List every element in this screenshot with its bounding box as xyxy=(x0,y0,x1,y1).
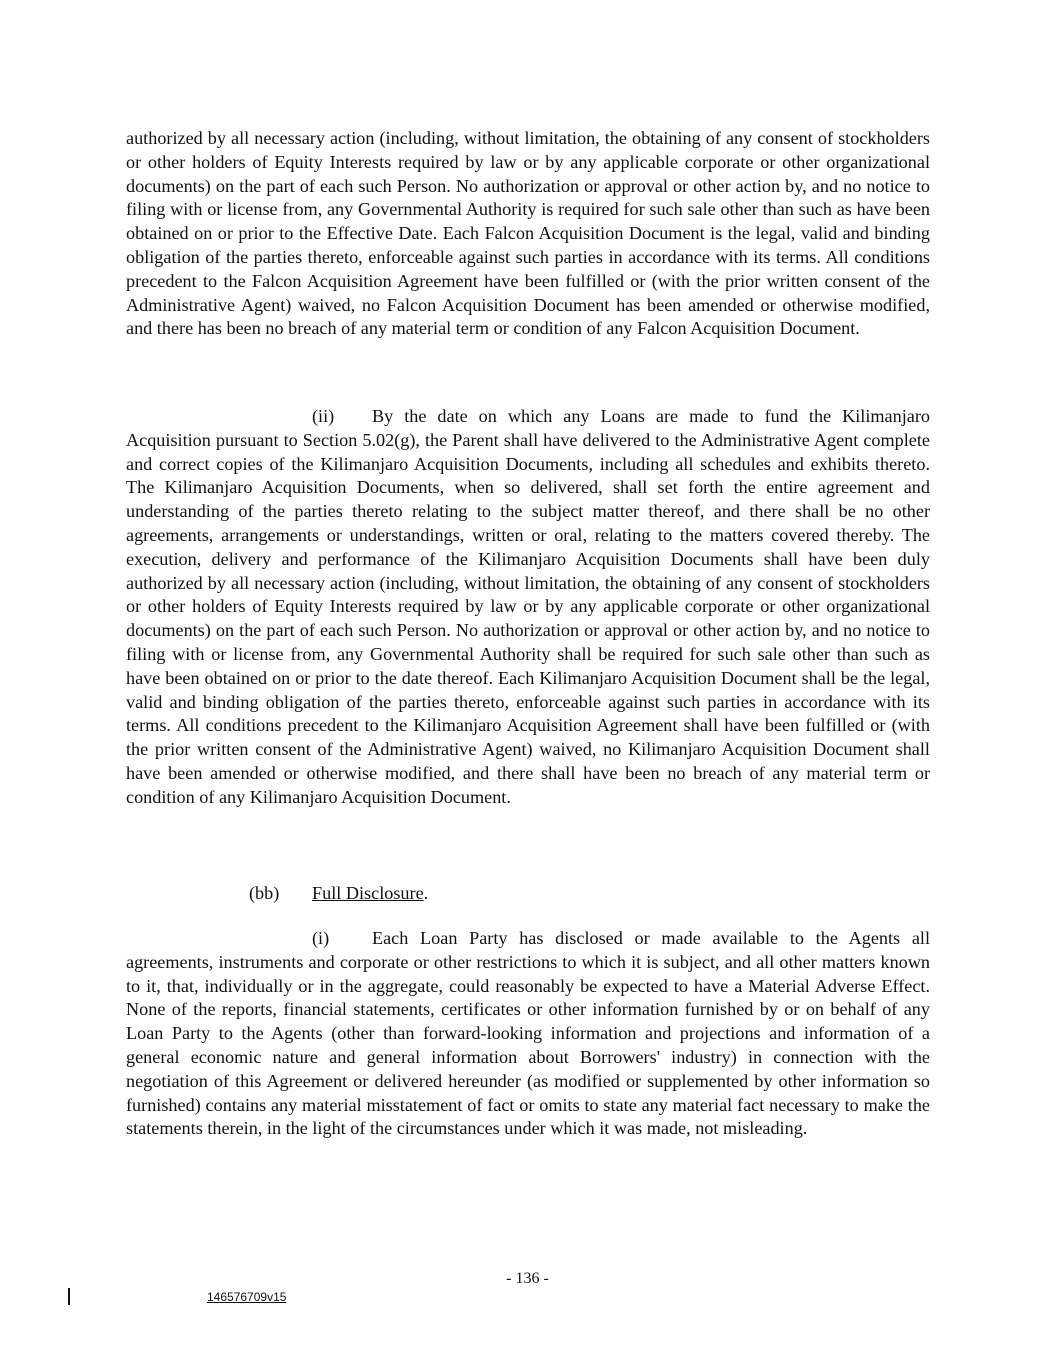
section-number-bb: (bb) xyxy=(249,883,280,903)
paragraph-i-text: Each Loan Party has disclosed or made available to the Agents all agreements, instruments and corporate or other restrictions to which it is subject, and all other matters known to it, that, individually or in the aggregate, could reasonably be expected to have a Material Adverse Effect. None of the reports, financial statements, certificates or other information furnished by or on behalf of any Loan Party to the Agents (other than forward-looking information and projections and information of a general economic nature and general information about Borrowers' industry) in connection with the negotiation of this Agreement or delivered hereunder (as modified or supplemented by other information so furnished) contains any material misstatement of fact or omits to state any material fact necessary to make the statements therein, in the light of the circumstances under which it was made, not misleading. xyxy=(126,928,930,1139)
paragraph-number-ii: (ii) xyxy=(312,406,335,426)
paragraph-i-disclosure xyxy=(126,927,930,1141)
section-title-period: . xyxy=(423,883,429,903)
document-id: 146576709v15 xyxy=(207,1290,287,1304)
paragraph-authorization: authorized by all necessary action (including, without limitation, the obtaining of any consent of stockholders or other holders of Equity Interests required by law or by any applicable corporate or other organizational documents) on the part of each such Person. No authorization or approval or other action by, and no notice to filing with or license from, any Governmental Authority is required for such sale other than such as have been obtained on or prior to the Effective Date. Each Falcon Acquisition Document is the legal, valid and binding obligation of the parties thereto, enforceable against such parties in accordance with its terms. All conditions precedent to the Falcon Acquisition Agreement have been fulfilled or (with the prior written consent of the Administrative Agent) waived, no Falcon Acquisition Document has been amended or otherwise modified, and there has been no breach of any material term or condition of any Falcon Acquisition Document. xyxy=(126,128,930,339)
paragraph-ii-kilimanjaro xyxy=(126,405,930,810)
paragraph-ii-text: By the date on which any Loans are made to fund the Kilimanjaro Acquisition pursuant to Section 5.02(g), the Parent shall have delivered to the Administrative Agent complete and correct copies of the Kilimanjaro Acquisition Documents, including all schedules and exhibits thereto. The Kilimanjaro Acquisition Documents, when so delivered, shall set forth the entire agreement and understanding of the parties thereto relating to the subject matter thereof, and there shall be no other agreements, arrangements or understandings, written or oral, relating to the matters covered thereby. The execution, delivery and performance of the Kilimanjaro Acquisition Documents shall have been duly authorized by all necessary action (including, without limitation, the obtaining of any consent of stockholders or other holders of Equity Interests required by law or by any applicable corporate or other organizational documents) on the part of each such Person. No authorization or approval or other action by, and no notice to filing with or license from, any Governmental Authority shall be required for such sale other than such as have been obtained on or prior to the date thereof. Each Kilimanjaro Acquisition Document shall be the legal, valid and binding obligation of the parties thereto, enforceable against such parties in accordance with its terms. All conditions precedent to the Kilimanjaro Acquisition Agreement shall have been fulfilled or (with the prior written consent of the Administrative Agent) waived, no Kilimanjaro Acquisition Document shall have been amended or otherwise modified, and there shall have been no breach of any material term or condition of any Kilimanjaro Acquisition Document. xyxy=(126,406,930,807)
paragraph-number-i: (i) xyxy=(312,928,330,948)
section-heading-full-disclosure xyxy=(126,882,930,906)
section-title: Full Disclosure xyxy=(312,883,424,903)
revision-change-bar xyxy=(68,1288,70,1305)
page-number: - 136 - xyxy=(506,1270,549,1287)
